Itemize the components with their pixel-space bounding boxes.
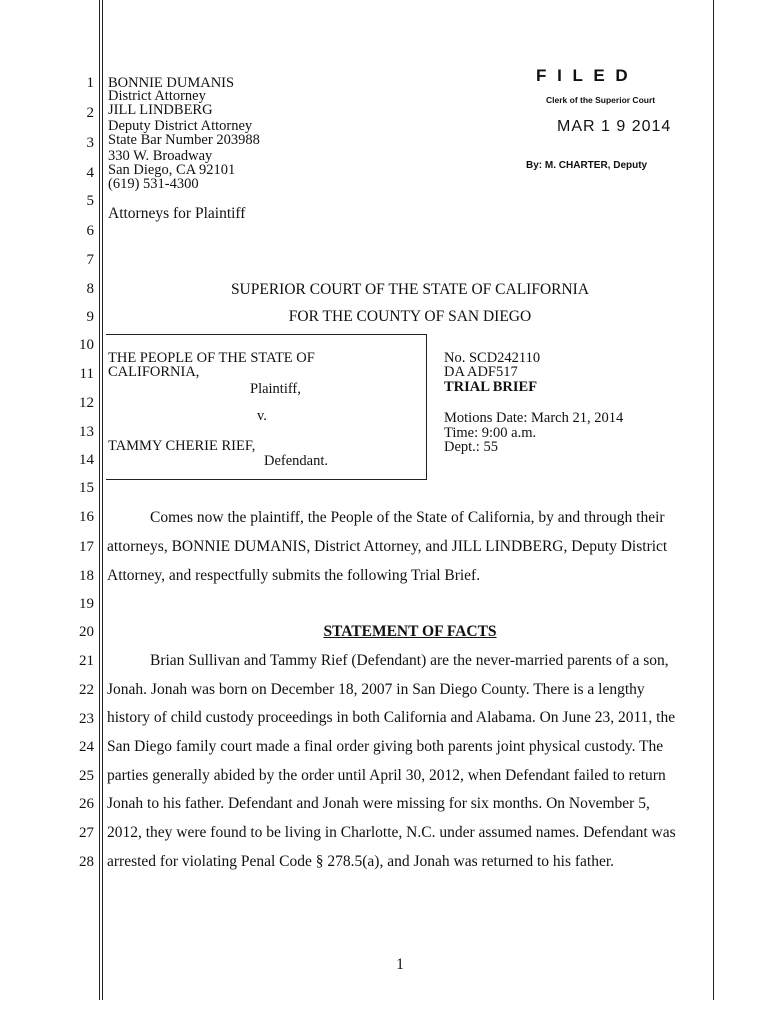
body-line: Comes now the plaintiff, the People of the State of California, by and through their xyxy=(150,509,665,526)
attorney-line: Deputy District Attorney xyxy=(108,118,253,134)
line-number: 23 xyxy=(79,711,94,727)
filed-stamp-clerk: Clerk of the Superior Court xyxy=(546,95,656,105)
line-number: 3 xyxy=(86,135,94,151)
hearing-time: Time: 9:00 a.m. xyxy=(444,425,537,441)
section-heading: STATEMENT OF FACTS xyxy=(323,623,497,640)
body-line: Jonah to his father. Defendant and Jonah were missing for six months. On November 5, xyxy=(107,795,650,812)
filed-stamp-title: F I L E D xyxy=(536,66,631,85)
line-number: 22 xyxy=(79,682,94,698)
body-line: Brian Sullivan and Tammy Rief (Defendant) are the never-married parents of a son, xyxy=(150,652,669,669)
caption-defendant-name: TAMMY CHERIE RIEF, xyxy=(108,438,256,454)
line-number: 16 xyxy=(79,509,94,525)
caption-top-rule xyxy=(106,334,427,335)
attorney-line: BONNIE DUMANIS xyxy=(108,75,235,91)
filed-stamp-date: MAR 1 9 2014 xyxy=(557,118,672,135)
left-margin-rule-outer xyxy=(99,0,100,1000)
caption-people-line1: THE PEOPLE OF THE STATE OF xyxy=(108,350,315,366)
line-number: 19 xyxy=(79,596,94,612)
attorneys-for: Attorneys for Plaintiff xyxy=(108,205,246,222)
line-number: 6 xyxy=(86,223,94,239)
line-number: 7 xyxy=(86,252,94,268)
attorney-line: (619) 531-4300 xyxy=(108,176,199,192)
attorney-line: State Bar Number 203988 xyxy=(108,132,260,148)
page-number: 1 xyxy=(396,956,404,973)
body-line: attorneys, BONNIE DUMANIS, District Attorney, and JILL LINDBERG, Deputy District xyxy=(107,538,668,555)
court-county: FOR THE COUNTY OF SAN DIEGO xyxy=(288,308,532,325)
line-number: 24 xyxy=(79,739,94,755)
body-line: parties generally abided by the order until April 30, 2012, when Defendant failed to return xyxy=(107,767,666,784)
body-line: Attorney, and respectfully submits the following Trial Brief. xyxy=(107,567,481,584)
body-line: Jonah. Jonah was born on December 18, 2007 in San Diego County. There is a lengthy xyxy=(107,681,645,698)
line-number: 27 xyxy=(79,825,94,841)
caption-right-rule xyxy=(426,334,427,480)
line-number: 9 xyxy=(86,309,94,325)
body-line: San Diego family court made a final order giving both parents joint physical custody. The xyxy=(107,738,664,755)
filed-stamp-by: By: M. CHARTER, Deputy xyxy=(526,160,648,171)
case-number: No. SCD242110 xyxy=(444,350,541,366)
line-number: 10 xyxy=(79,337,94,353)
motions-date: Motions Date: March 21, 2014 xyxy=(444,410,624,426)
left-margin-rule-inner xyxy=(102,0,103,1000)
court-name: SUPERIOR COURT OF THE STATE OF CALIFORNIA xyxy=(230,281,590,298)
attorney-line: 330 W. Broadway xyxy=(108,148,213,164)
line-number: 20 xyxy=(79,624,94,640)
caption-people-line2: CALIFORNIA, xyxy=(108,364,200,380)
line-number: 5 xyxy=(86,193,94,209)
line-number: 25 xyxy=(79,768,94,784)
right-margin-rule xyxy=(713,0,714,1000)
hearing-dept: Dept.: 55 xyxy=(444,439,498,455)
caption-versus: v. xyxy=(257,408,267,424)
line-number: 26 xyxy=(79,796,94,812)
attorney-line: District Attorney xyxy=(108,88,206,104)
line-number: 15 xyxy=(79,480,94,496)
caption-bottom-rule xyxy=(106,479,427,480)
line-number: 28 xyxy=(79,854,94,870)
line-number: 21 xyxy=(79,653,94,669)
attorney-line: San Diego, CA 92101 xyxy=(108,162,236,178)
line-number: 4 xyxy=(86,165,94,181)
line-number: 14 xyxy=(79,452,94,468)
document-title: TRIAL BRIEF xyxy=(444,379,538,395)
body-line: arrested for violating Penal Code § 278.5(a), and Jonah was returned to his father. xyxy=(107,853,615,870)
caption-defendant: Defendant. xyxy=(264,453,329,469)
line-number: 17 xyxy=(79,539,94,555)
attorney-line: JILL LINDBERG xyxy=(108,102,213,118)
line-number: 8 xyxy=(86,281,94,297)
line-number: 12 xyxy=(79,395,94,411)
caption-plaintiff: Plaintiff, xyxy=(250,381,301,397)
line-number: 18 xyxy=(79,568,94,584)
line-number: 1 xyxy=(86,75,94,91)
line-number: 2 xyxy=(86,105,94,121)
da-number: DA ADF517 xyxy=(444,364,518,380)
line-number: 11 xyxy=(79,366,94,382)
body-line: history of child custody proceedings in both California and Alabama. On June 23, 2011, the xyxy=(107,709,676,726)
body-line: 2012, they were found to be living in Charlotte, N.C. under assumed names. Defendant was xyxy=(107,824,676,841)
line-number: 13 xyxy=(79,424,94,440)
